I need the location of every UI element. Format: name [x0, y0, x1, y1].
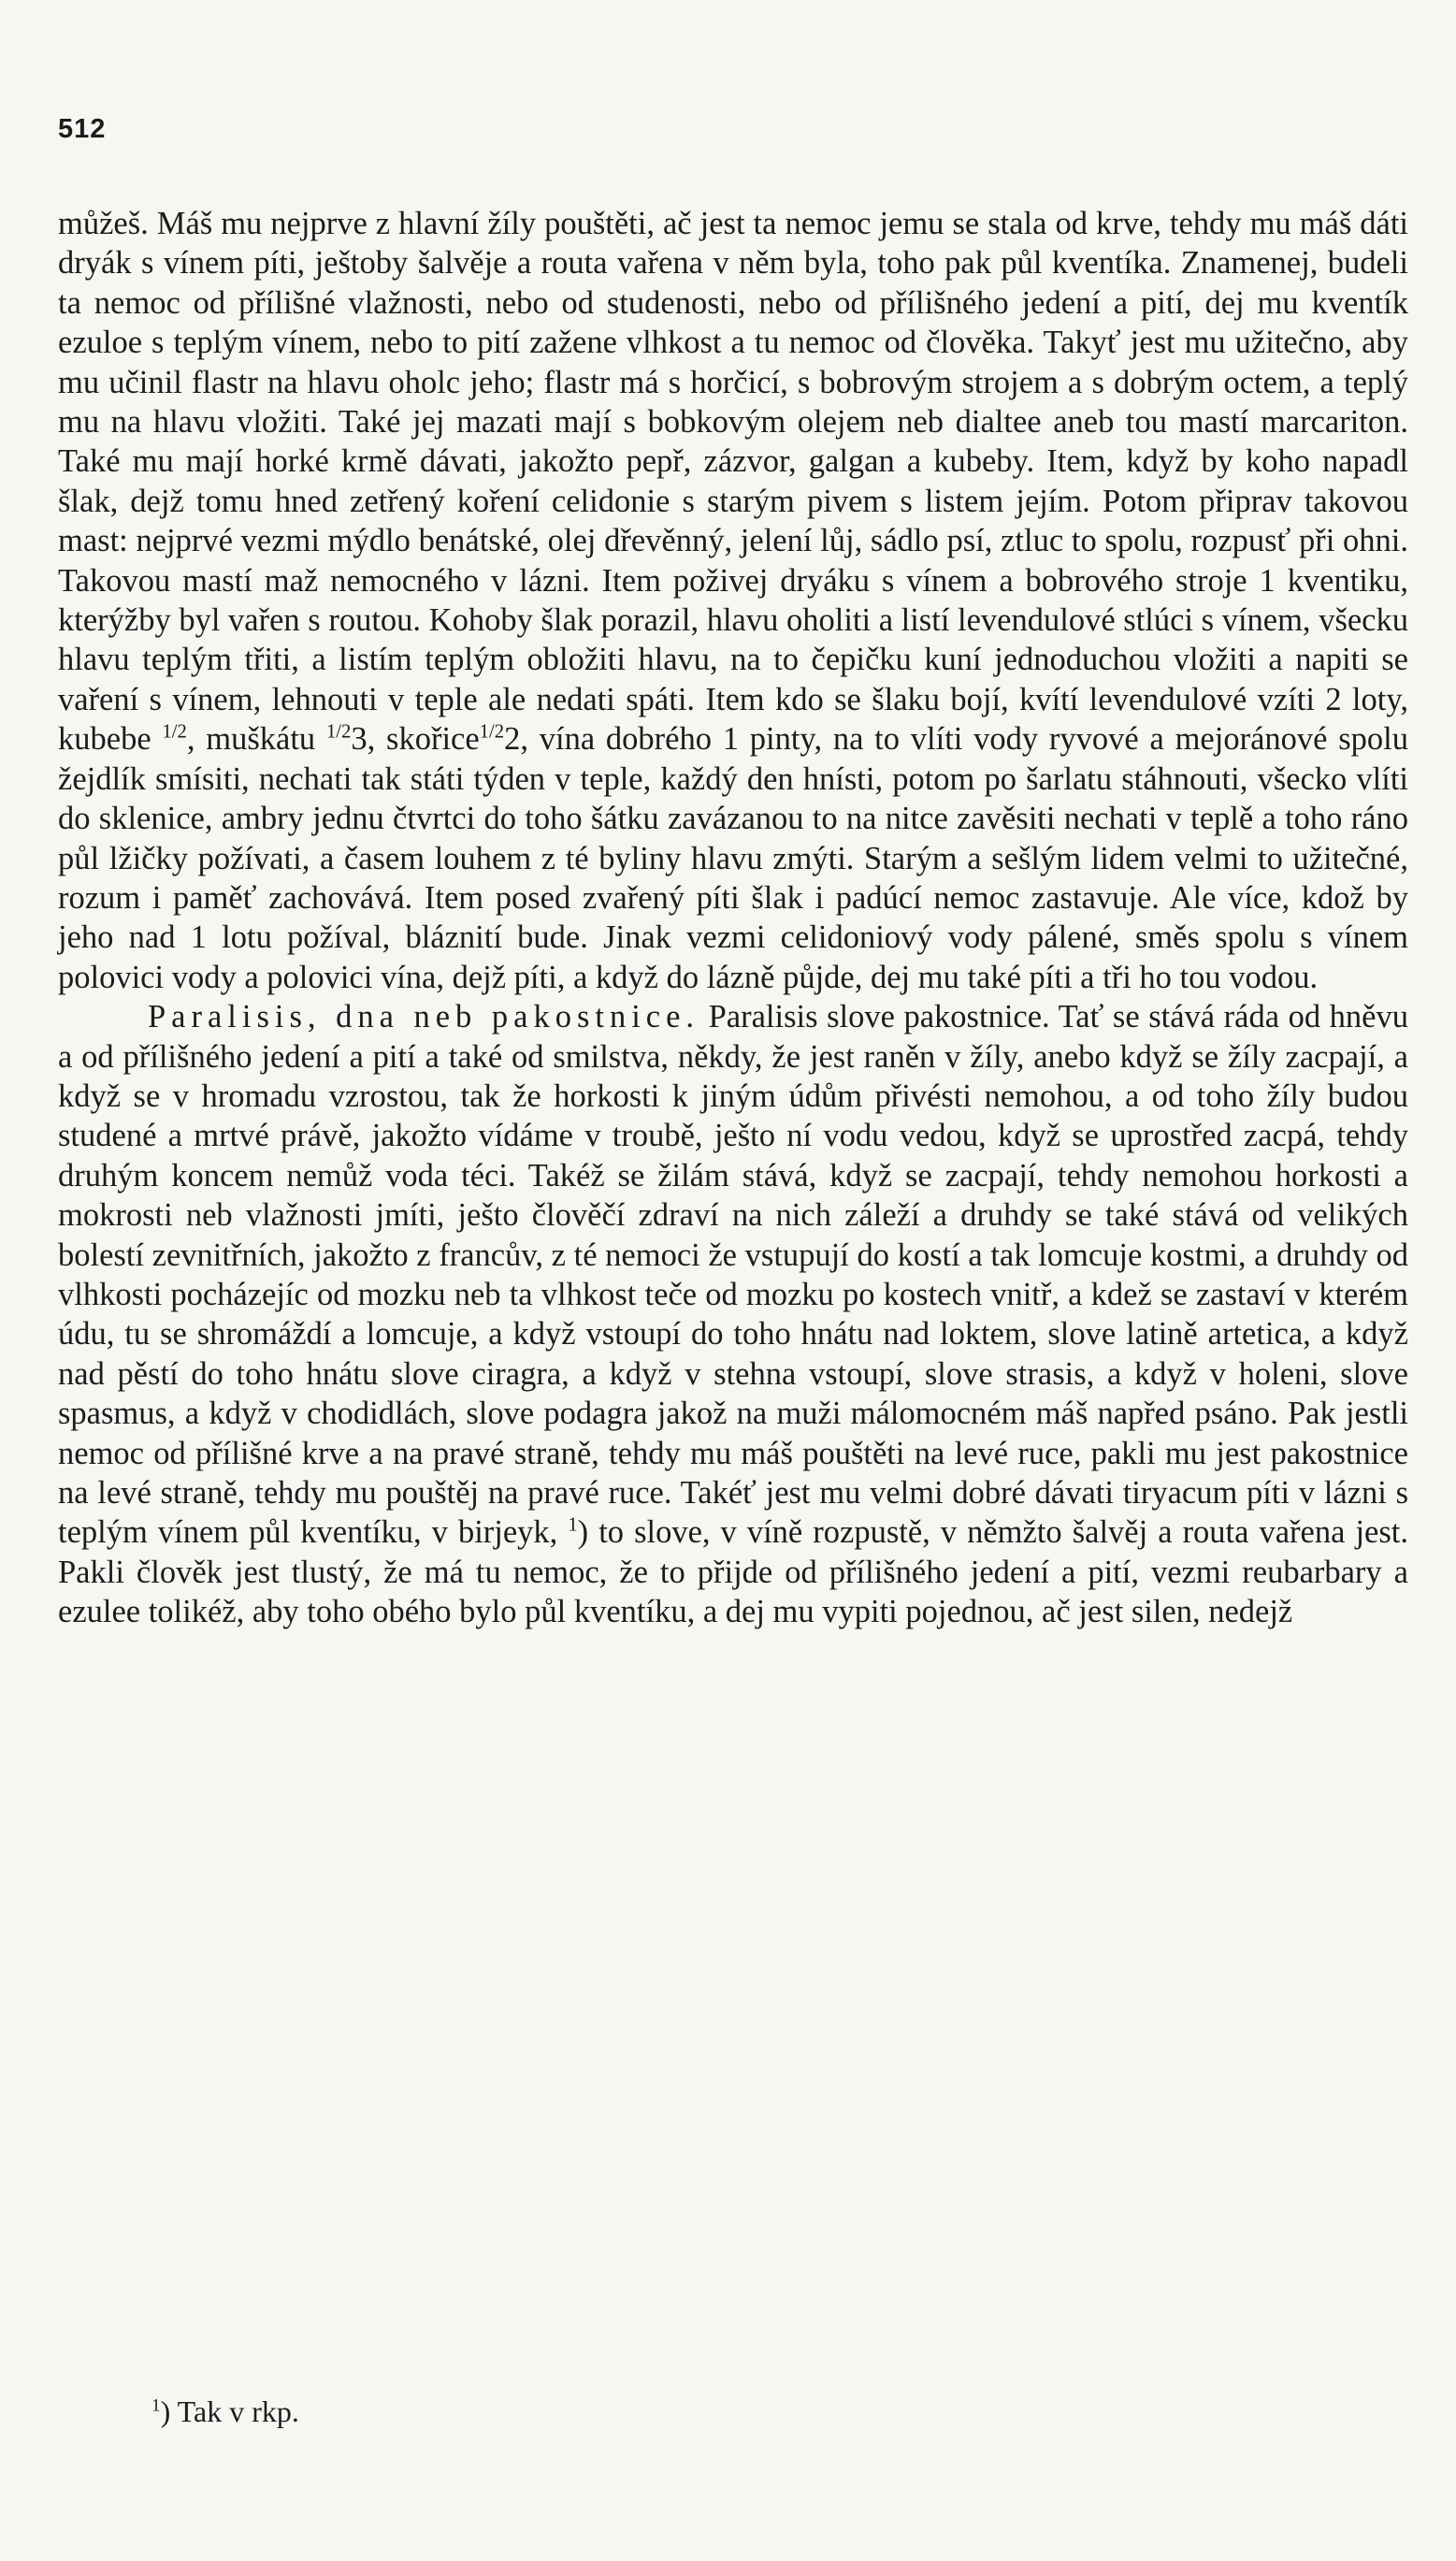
- fraction: 1/2: [162, 721, 187, 743]
- paragraph-text: , muškátu: [186, 721, 326, 758]
- footnote: [151, 2395, 299, 2429]
- paragraph-text: Paralisis slove pakostnice. Tať se stává ráda od hněvu a od přílišného jedení a pití a také od smilstva, někdy, že jest raněn v žíly, anebo když se žíly zacpají, a když se v hromadu vzrostou, tak že horkosti k jiným údům přivésti nemohou, a od toho žíly budou studené a mrtvé právě, jakožto vídáme v troubě, ješto ní vodu vedou, když se uprostřed zacpá, tehdy druhým koncem nemůž voda téci. Takéž se žilám stává, když se zacpají, tehdy nemohou horkosti a mokrosti neb vlažnosti jmíti, ješto člověčí zdraví na nich záleží a druhdy se také stává od velikých bolestí zevnitřních, jakožto z francův, z té nemoci že vstupují do kostí a tak lomcuje kostmi, a druhdy od vlhkosti pocházejíc od mozku neb ta vlhkost teče od mozku po kostech vnitř, a kdež se zastaví v kterém údu, tu se shromáždí a lomcuje, a když vstoupí do toho hnátu nad loktem, slove latině artetica, a když nad pěstí do toho hnátu slove ciragra, a když v stehna vstoupí, slove strasis, a když v holeni, slove spasmus, a když v chodidlách, slove podagra jakož na muži málomocném máš napřed psáno. Pak jestli nemoc od přílišné krve a na pravé straně, tehdy mu máš pouštěti na levé ruce, pakli mu jest pakostnice na levé straně, tehdy mu pouštěj na pravé ruce. Takéť jest mu velmi dobré dávati tiryacum píti v lázni s teplým vínem půl kventíku, v birjeyk,: [58, 999, 1408, 1551]
- paragraph-text: můžeš. Máš mu nejprve z hlavní žíly pouštěti, ač jest ta nemoc jemu se stala od krve, tehdy mu máš dáti dryák s vínem píti, ještoby šalvěje a routa vařena v něm byla, toho pak půl kventíka. Znamenej, budeli ta nemoc od přílišné vlažnosti, nebo od studenosti, nebo od přílišného jedení a pití, dej mu kventík ezuloe s teplým vínem, nebo to pití zažene vlhkost a tu nemoc od člověka. Takyť jest mu užitečno, aby mu učinil flastr na hlavu oholc jeho; flastr má s horčicí, s bobrovým strojem a s dobrým octem, a teplý mu na hlavu vložiti. Také jej mazati mají s bobkovým olejem neb dialtee aneb tou mastí marcariton. Také mu mají horké krmě dávati, jakožto pepř, zázvor, galgan a kubeby. Item, když by koho napadl šlak, dejž tomu hned zetřený koření celidonie s starým pivem s listem jejím. Potom připrav takovou mast: nejprvé vezmi mýdlo benátské, olej dřevěnný, jelení lůj, sádlo psí, ztluc to spolu, rozpusť při ohni. Takovou mastí maž nemocného v lázni. Item poživej dryáku s vínem a bobrového stroje 1 kventiku, kterýžby byl vařen s routou. Kohoby šlak porazil, hlavu oholiti a listí levendulové stlúci s vínem, všecku hlavu teplým třiti, a listím teplým obložiti hlavu, na to čepičku kuní jednoduchou vložiti a napiti se vaření s vínem, lehnouti v teple ale nedati spáti. Item kdo se šlaku bojí, kvítí levendulové vzíti 2 loty, kubebe: [58, 206, 1408, 758]
- section-heading: Paralisis, dna neb pakostnice.: [148, 999, 700, 1035]
- footnote-mark: 1: [151, 2395, 161, 2416]
- fraction: 1/2: [325, 721, 352, 743]
- fraction: 1/2: [479, 721, 505, 743]
- paragraph: [58, 204, 1408, 997]
- footnote-text: ) Tak v rkp.: [160, 2395, 299, 2428]
- paragraph-text: 2, vína dobrého 1 pinty, na to vlíti vody ryvové a mejoránové spolu žejdlík smísiti, nechati tak státi týden v teple, každý den hnísti, potom po šarlatu stáhnouti, všecko vlíti do sklenice, ambry jednu čtvrtci do toho šátku zavázanou to na nitce zavěsiti nechati v teplě a toho ráno půl lžičky požívati, a časem louhem z té byliny hlavu zmýti. Starým a sešlým lidem velmi to užitečné, rozum i paměť zachovává. Item posed zvařený píti šlak i padúcí nemoc zastavuje. Ale více, kdož by jeho nad 1 lotu požíval, bláznití bude. Jinak vezmi celidoniový vody pálené, směs spolu s vínem polovici vody a polovici vína, dejž píti, a když do lázně půjde, dej mu také píti a tři ho tou vodou.: [58, 721, 1408, 995]
- footnote-reference: 1: [568, 1514, 578, 1536]
- paragraph: [58, 997, 1408, 1632]
- paragraph-text: 3, skořice: [351, 721, 480, 758]
- page-number: 512: [58, 114, 107, 144]
- paragraph-text: ) to slove, v víně rozpustě, v němžto šalvěj a routa vařena jest. Pakli člověk jest tlustý, že má tu nemoc, že to přijde od přílišného jedení a pití, vezmi reubarbary a ezulee tolikéž, aby toho obého bylo půl kventíku, a dej mu vypiti pojednou, ač jest silen, nedejž: [58, 1514, 1408, 1630]
- body-text: [58, 204, 1408, 1632]
